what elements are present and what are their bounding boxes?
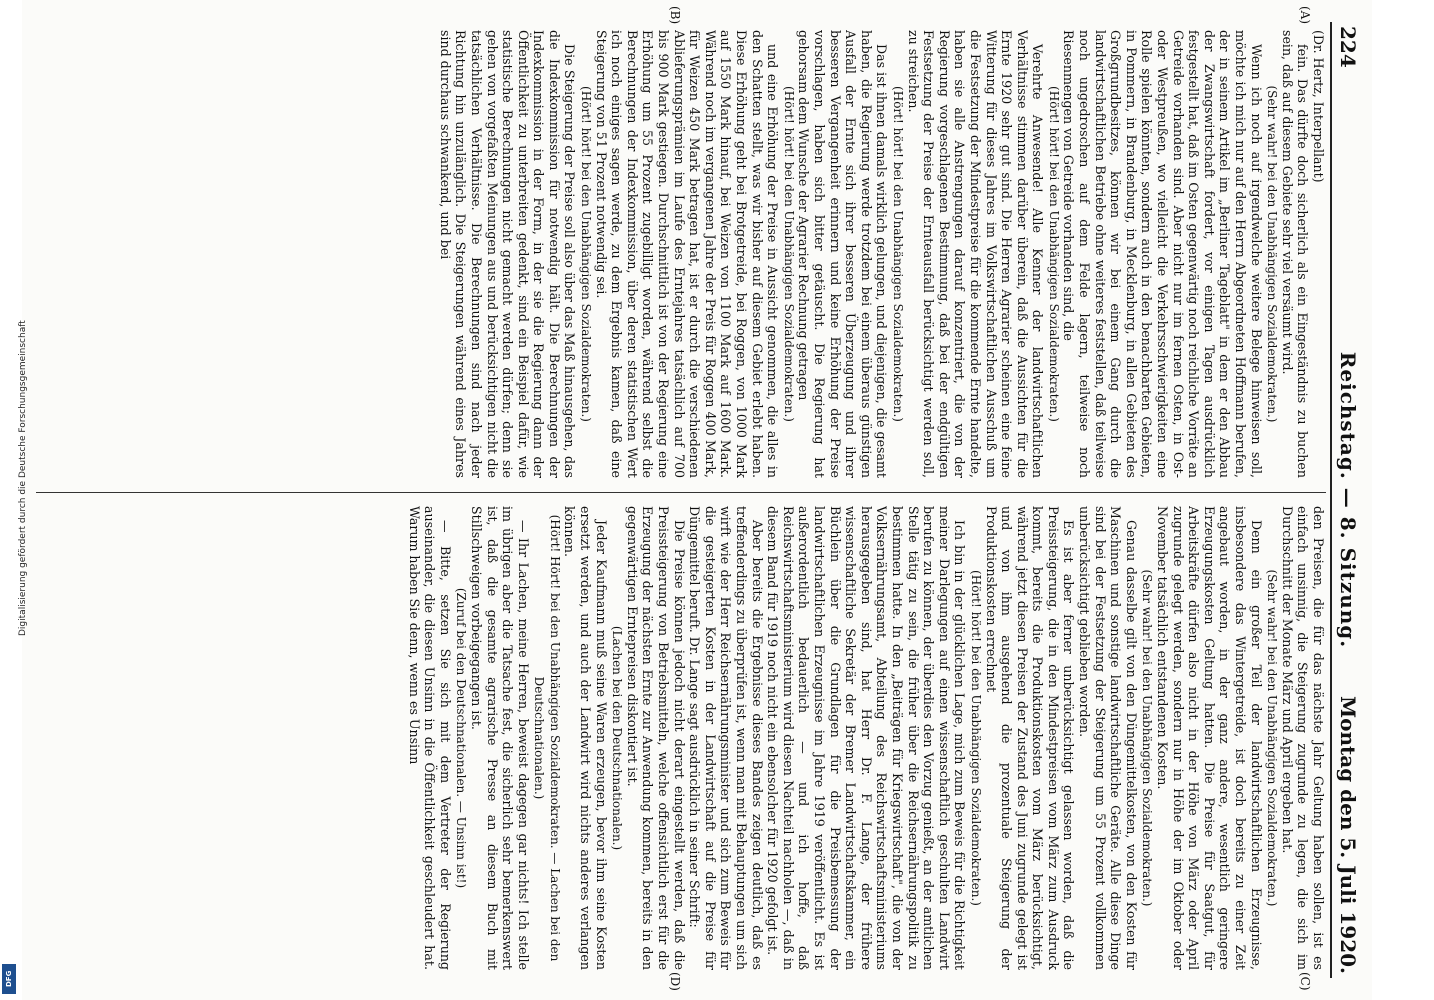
margin-mark-c: (C) (1298, 972, 1312, 991)
credit-text: Digitalisierung gefördert durch die Deutsche Forschungsgemeinschaft (18, 320, 28, 636)
paragraph: den Preisen, die für das nächste Jahr Geltung haben sollen, ist es einfach unsinnig, die Steigerung zugrunde zu legen, die sich im Durchschnitt der Monate März und April ergeben hat. (1279, 506, 1326, 970)
paragraph: Genau dasselbe gilt von den Düngemittelkosten, von den Kosten für Maschinen und sonstige landwirtschaftliche Geräte. Alle diese Dinge sind bei der Festsetzung der Steigerung um 55 Prozent vollkommen unberücksichtigt geblieben worden. (1077, 506, 1139, 970)
interjection: (Sehr wahr! bei den Unabhängigen Sozialdemokraten.) (1140, 569, 1155, 907)
page-title: Reichstag. — 8. Sitzung. (1336, 351, 1360, 649)
paragraph: fein. Das dürfte doch sicherlich als ein Eingeständnis zu buchen sein, daß auf diesem Gebiete sehr viel versäumt wird. (1279, 30, 1311, 478)
interjection: (Lachen bei den Deutschnationalen.) (610, 625, 625, 851)
session-date: Montag den 5. Juli 1920. (1336, 695, 1360, 974)
interjection: (Hört! hört! bei den Unabhängigen Sozialdemokraten.) (781, 86, 796, 422)
interjection: (Hört! hört! bei den Unabhängigen Sozialdemokraten.) (1046, 86, 1061, 422)
interjection: (Hört! hört! bei den Unabhängigen Sozialdemokraten.) (890, 86, 905, 422)
paragraph: und eine Erhöhung der Preise in Aussicht genommen, die alles in den Schatten stellt, was wir bisher auf diesem Gebiet erlebt haben. Diese Erhöhung geht bei Brotgetreide, bei Roggen, von 1000 Mark auf 1550 Mark hinauf, bei Weizen von 1100 Mark auf 1600 Mark. Während noch im vergangenen Jahre der Preis für Roggen 400 Mark, für Weizen 450 Mark betragen hat, ist er durch die verschiedenen Ablieferungsprämien im Laufe des Erntejahres tatsächlich auf 700 bis 900 Mark gestiegen. Durchschnittlich ist von der Regierung eine Erhöhung um 55 Prozent zugebilligt worden, während selbst die Berechnungen der Indexkommission, über deren statistischen Wert ich noch einiges sagen werde, zu dem Ergebnis kamen, daß eine Steigerung von 51 Prozent notwendig sei. (593, 30, 781, 478)
margin-mark-d: (D) (668, 972, 682, 991)
paragraph: Denn ein großer Teil der landwirtschaftlichen Erzeugnisse, insbesondere das Wintergetreide, ist doch bereits zu einer Zeit angebaut worden, in der ganz andere, wesentlich geringere Erzeugungskosten Geltung hatten. Die Preise für Saatgut, für Arbeitskräfte dürfen also nicht in der Höhe von März oder April zugrunde gelegt werden, sondern nur in Höhe der im Oktober oder November tatsächlich entstandenen Kosten. (1155, 506, 1264, 970)
rotated-page-scan (22, 0, 1372, 1000)
speaker-line: (Dr. Hertz, Interpellant) (1311, 30, 1326, 183)
running-header (1330, 22, 1366, 978)
interjection: (Hört! Hört! bei den Unabhängigen Sozialdemokraten. — Lachen bei den Deutschnationalen.) (532, 514, 562, 962)
interjection: (Sehr wahr! bei den Unabhängigen Sozialdemokraten.) (1265, 569, 1280, 907)
paragraph: Ich bin in der glücklichen Lage, mich zum Beweis für die Richtigkeit meiner Darlegungen auf einen wissenschaftlich geschulten Landwirt berufen zu können, der überdies den Vorzug genießt, an der amtlichen Stelle tätig zu sein, die früher über die Reichsernährungspolitik zu bestimmen hatte. In den „Beiträgen für Kriegswirtschaft", die von der Volksernährungsamt, Abteilung des Reichswirtschaftsministeriums herausgegeben sind, hat Herr Dr. F. Lange, der frühere wissenschaftliche Sekretär der Bremer Landwirtschaftskammer, ein Büchlein über die Grundlagen für die Preisbemessung der landwirtschaftlichen Erzeugnisse im Jahre 1919 veröffentlicht. Es ist außerordentlich bedauerlich — und ich hoffe, daß Reichswirtschaftsministerium wird diesen Nachteil nachholen —, daß in diesem Band für 1919 noch nicht ein ebensolcher für 1920 gefolgt ist. (765, 506, 968, 970)
paragraph: — Bitte, setzen Sie sich mit dem Vertreter der Regierung auseinander, die diesen Unsinn in die Öffentlichkeit geschleudert hat. Warum haben Sie denn, wenn es Unsinn (406, 506, 453, 970)
column-divider (36, 492, 1326, 493)
paragraph: — Ihr Lachen, meine Herren, beweist dagegen gar nichts! Ich stelle im übrigen aber die Tatsache fest, die sicherlich sehr bemerkenswert ist, daß die gesamte agrarische Presse an diesem Buch mit Stillschweigen vorbeigegangen ist. (468, 506, 531, 970)
paragraph: Jeder Kaufmann muß seine Waren erzeugen, bevor ihm seine Kosten ersetzt werden, und auch der Landwirt wird nichts anderes verlangen können. (562, 506, 609, 970)
left-text-column (32, 30, 1326, 478)
interjection: (Hört! hört! bei den Unabhängigen Sozialdemokraten.) (579, 86, 594, 422)
interjection: (Hört! hört! bei den Unabhängigen Sozialdemokraten.) (968, 570, 983, 906)
page-number: 224 (1336, 26, 1360, 68)
paragraph: Das ist ihnen damals wirklich gelungen, und diejenigen, die gesamt haben, die Regierung werde trotzdem bei einem überaus günstigen Ausfall der Ernte sich ihrer besseren Überzeugung und ihrer besseren Vergangenheit erinnern und keine Erhöhung der Preise vorschlagen, haben sich bitter getäuscht. Die Regierung hat gehorsam dem Wunsche der Agrarier Rechnung getragen (796, 30, 890, 478)
paragraph: Verehrte Anwesende! Alle Kenner der landwirtschaftlichen Verhältnisse stimmen darüber überein, daß die Aussichten für die Ernte 1920 sehr gut sind. Die Herren Agrarier scheinen eine feine Witterung für dieses Jahres im Volkswirtschaftlichen Ausschuß um die Festsetzung der Mindestpreise für die kommende Ernte handelte, haben sie alle Anstrengungen darauf konzentriert, die von der Regierung vorgeschlagenen Bestimmung, daß bei der endgültigen Festsetzung der Preise der Ernteausfall berücksichtigt werden soll, zu streichen. (905, 30, 1046, 478)
paragraph: Die Preise können jedoch nicht derart eingestellt werden, daß die Preissteigerung von Betriebsmitteln, welche offensichtlich erst für die Erzeugung der nächsten Ernte zur Anwendung kommen, bereits in den gegenwärtigen Erntepreisen diskontiert ist. (624, 506, 687, 970)
dfg-logo-icon: DFG (2, 964, 16, 994)
interjection: (Sehr wahr! bei den Unabhängigen Sozialdemokraten.) (1265, 85, 1280, 423)
margin-mark-b: (B) (668, 6, 682, 25)
paragraph: Die Steigerung der Preise soll also über das Maß hinausgehen, das die Indexkommission für notwendig hält. Die Berechnungen der Indexkommission in der Form, in der sie die Regierung dann der Öffentlichkeit zu unterbreiten gedenkt, sind ein Beispiel dafür, wie statistische Berechnungen nicht gemacht werden dürfen; denn sie gehen von vorgefaßten Meinungen aus und berücksichtigen nicht die tatsächlichen Verhältnisse. Die Berechnungen sind nach jeder Richtung hin unzulänglich. Die Steigerungen während eines Jahres sind durchaus schwankend, und bei (437, 30, 578, 478)
paragraph: Es ist aber ferner unberücksichtigt gelassen worden, daß die Preissteigerung, die in den Mindestpreisen vom März zum Ausdruck kommt, bereits die Produktionskosten vom März berücksichtigt, während jetzt diesen Preisen der Zustand des Juni zugrunde gelegt ist und von ihm ausgehend die prozentuale Steigerung der Produktionskosten errechnet (983, 506, 1077, 970)
margin-mark-a: (A) (1298, 6, 1312, 25)
paragraph: Aber bereits die Ergebnisse dieses Bandes zeigen deutlich, daß es treffenderdings zu überprüfen ist, wenn man mit Behauptungen um sich wirft wie der Herr Reichsernährungsminister und sich zum Beweis für die gesteigerten Kosten in der Landwirtschaft auf die Preise für Düngemittel beruft. Dr. Lange sagt ausdrücklich in seiner Schrift: (687, 506, 765, 970)
interjection: (Zuruf bei den Deutschnationalen. — Unsinn ist!) (454, 587, 469, 889)
digitization-credit (4, 40, 28, 1000)
paragraph: Wenn ich noch auf irgendwelche weitere Belege hinweisen soll, möchte ich mich nur auf den Herrn Abgeordneten Hoffmann berufen, der in seinem Artikel im „Berliner Tageblatt" in dem er den Abbau der Zwangswirtschaft fordert, vor einigen Tagen ausdrücklich festgestellt hat, daß im Osten gegenwärtig noch reichliche Vorräte an Getreide vorhanden sind. Aber nicht nur im fernen Osten, in Ost- oder Westpreußen, wo vielleicht die Verkehrsschwierigkeiten eine Rolle spielen könnten, sondern auch in den benachbarten Gebieten, in Pommern, in Brandenburg, in Mecklenburg, in allen Gebieten des Großgrundbesitzes, können wir bei einem Gang durch die landwirtschaftlichen Betriebe ohne weiteres feststellen, daß teilweise noch ungedroschen auf dem Felde lagern, teilweise noch Riesenmengen von Getreide vorhanden sind, die (1061, 30, 1264, 478)
right-text-column (32, 506, 1326, 970)
